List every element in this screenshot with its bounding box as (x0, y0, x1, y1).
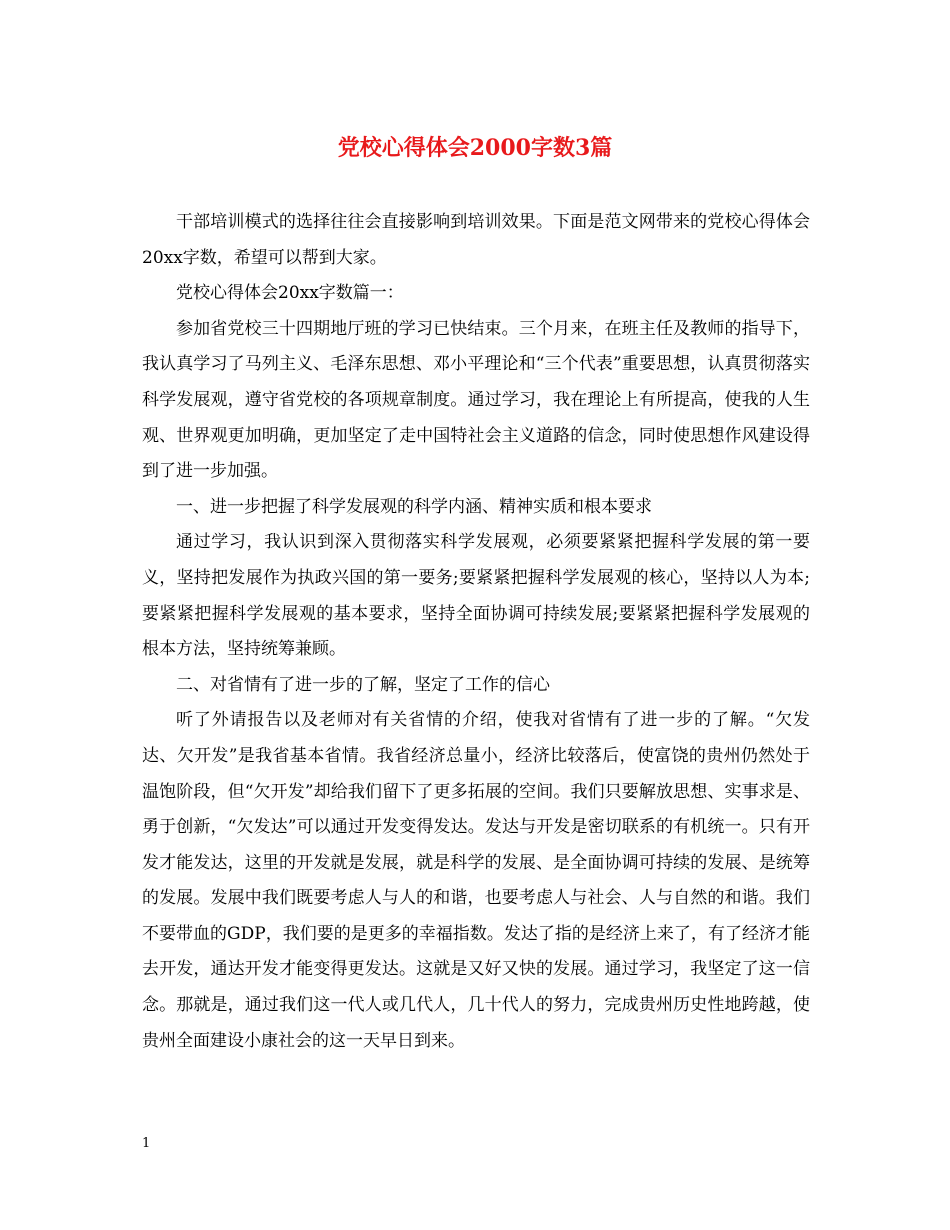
paragraph-study-summary: 参加省党校三十四期地厅班的学习已快结束。三个月来，在班主任及教师的指导下，我认真学习了马列主义、毛泽东思想、邓小平理论和“三个代表”重要思想，认真贯彻落实科学发展观，遵守省党校的各项规章制度。通过学习，我在理论上有所提高，使我的人生观、世界观更加明确，更加坚定了走中国特社会主义道路的信念，同时使思想作风建设得到了进一步加强。 (142, 318, 810, 482)
paragraph-intro: 干部培训模式的选择往往会直接影响到培训效果。下面是范文网带来的党校心得体会20xx字数，希望可以帮到大家。 (142, 212, 810, 268)
page-number: 1 (142, 1136, 151, 1151)
heading-point-one: 一、进一步把握了科学发展观的科学内涵、精神实质和根本要求 (176, 496, 652, 517)
heading-point-two: 二、对省情有了进一步的了解，坚定了工作的信心 (176, 674, 550, 695)
paragraph-point-two: 听了外请报告以及老师对有关省情的介绍，使我对省情有了进一步的了解。“欠发达、欠开发”是我省基本省情。我省经济总量小，经济比较落后，使富饶的贵州仍然处于温饱阶段，但“欠开发”却给我们留下了更多拓展的空间。我们只要解放思想、实事求是、勇于创新，“欠发达”可以通过开发变得发达。发达与开发是密切联系的有机统一。只有开发才能发达，这里的开发就是发展，就是科学的发展、是全面协调可持续的发展、是统筹的发展。发展中我们既要考虑人与人的和谐，也要考虑人与社会、人与自然的和谐。我们不要带血的GDP，我们要的是更多的幸福指数。发达了指的是经济上来了，有了经济才能去开发，通达开发才能变得更发达。这就是又好又快的发展。通过学习，我坚定了这一信念。那就是，通过我们这一代人或几代人，几十代人的努力，完成贵州历史性地跨越，使贵州全面建设小康社会的这一天早日到来。 (142, 710, 810, 1051)
paragraph-point-one: 通过学习，我认识到深入贯彻落实科学发展观，必须要紧紧把握科学发展的第一要义，坚持把发展作为执政兴国的第一要务;要紧紧把握科学发展观的核心，坚持以人为本;要紧紧把握科学发展观的基本要求，坚持全面协调可持续发展;要紧紧把握科学发展观的根本方法，坚持统筹兼顾。 (142, 532, 810, 660)
document-title: 党校心得体会2000字数3篇 (337, 135, 613, 161)
paragraph-section-label: 党校心得体会20xx字数篇一： (176, 283, 404, 304)
document-body (142, 205, 810, 1059)
